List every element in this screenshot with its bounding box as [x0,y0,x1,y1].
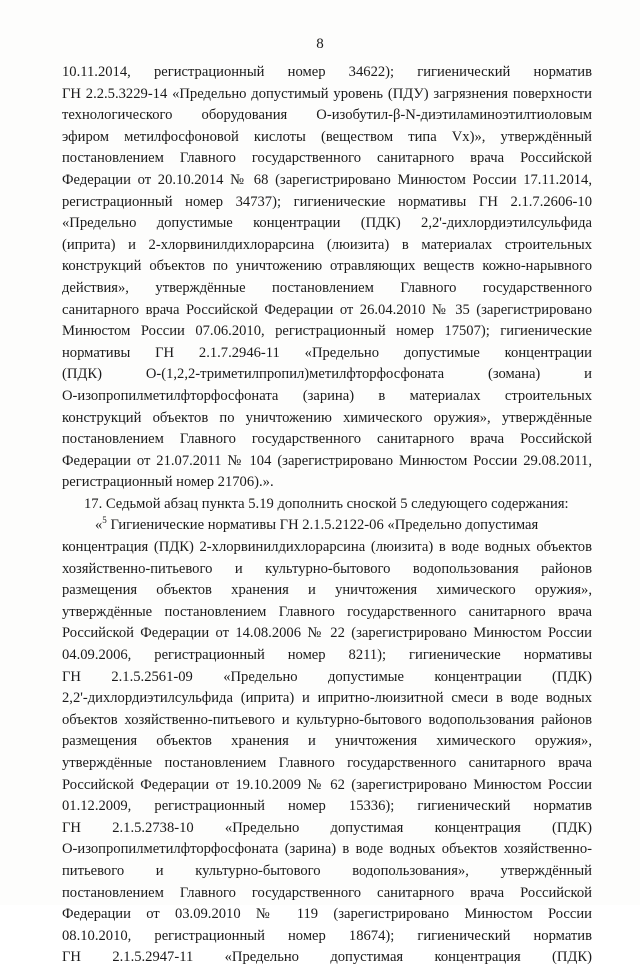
text-line: утверждённые постановлением Главного государственного санитарного врача [62,603,592,620]
text-line: санитарного врача Российской Федерации от 26.04.2010 № 35 (зарегистрировано [62,301,592,318]
footnote-marker: 5 [102,515,107,526]
text-line: О-изопропилметилфторфосфоната (зарина) в материалах строительных [62,387,592,404]
text-line: конструкций объектов по уничтожению отравляющих веществ кожно-нарывного [62,258,592,275]
text-line: О-изопропилметилфторфосфоната (зарина) в воде водных объектов хозяйственно- [62,841,592,858]
text-line: 10.11.2014, регистрационный номер 34622); гигиенический норматив [62,64,592,80]
text-line: 01.12.2009, регистрационный номер 15336); гигиенический норматив [62,798,592,815]
text-line: постановлением Главного государственного санитарного врача Российской [62,884,592,901]
text-line: ГН 2.1.5.2561-09 «Предельно допустимые концентрации (ПДК) [62,668,592,685]
text-line-content: Гигиенические нормативы ГН 2.1.5.2122-06 «Предельно допустимая [106,517,539,534]
text-line: Российской Федерации от 19.10.2009 № 62 (зарегистрировано Минюстом России [62,776,592,793]
text-line: постановлением Главного государственного санитарного врача Российской [62,431,592,448]
text-line: эфиром метилфосфоновой кислоты (веществом типа Vx)», утверждённый [62,128,592,145]
text-line: объектов хозяйственно-питьевого и культурно-бытового водопользования районов [62,711,592,728]
text-line: 17. Седьмой абзац пункта 5.19 дополнить сноской 5 следующего содержания: [84,495,569,512]
text-line: Федерации от 03.09.2010 № 119 (зарегистрировано Минюстом России [62,906,592,923]
text-line: размещения объектов хранения и уничтожения химического оружия», [62,582,592,599]
text-line: ГН 2.1.5.2738-10 «Предельно допустимая концентрация (ПДК) [62,819,592,836]
text-line: ГН 2.2.5.3229-14 «Предельно допустимый уровень (ПДУ) загрязнения поверхности [62,85,592,102]
text-line: 04.09.2006, регистрационный номер 8211); гигиенические нормативы [62,647,592,664]
opening-quote: « [95,517,103,534]
text-line: Федерации от 20.10.2014 № 68 (зарегистрировано Минюстом России 17.11.2014, [62,171,592,188]
text-line: действия», утверждённые постановлением Главного государственного [62,279,592,296]
text-line: (иприта) и 2-хлорвинилдихлорарсина (люизита) в материалах строительных [62,236,592,253]
text-line: хозяйственно-питьевого и культурно-бытового водопользования районов [62,560,592,577]
text-line: питьевого и культурно-бытового водопользования», утверждённый [62,862,592,879]
text-line: 2,2'-дихлордиэтилсульфида (иприта) и ипритно-люизитной смеси в воде водных [62,690,592,707]
text-line: 08.10.2010, регистрационный номер 18674); гигиенический норматив [62,927,592,944]
text-line [62,515,592,537]
text-line: конструкций объектов по уничтожению химического оружия», утверждённые [62,409,592,426]
document-body [62,62,592,969]
text-line: постановлением Главного государственного санитарного врача Российской [62,150,592,167]
text-line: «Предельно допустимые концентрации (ПДК) 2,2'-дихлордиэтилсульфида [62,215,592,232]
text-line: Российской Федерации от 14.08.2006 № 22 (зарегистрировано Минюстом России [62,625,592,642]
text-line: Федерации от 21.07.2011 № 104 (зарегистрировано Минюстом России 29.08.2011, [62,452,592,469]
text-line: нормативы ГН 2.1.7.2946-11 «Предельно допустимые концентрации [62,344,592,361]
text-line: Минюстом России 07.06.2010, регистрационный номер 17507); гигиенические [62,323,592,340]
text-line: утверждённые постановлением Главного государственного санитарного врача [62,755,592,771]
page-number: 8 [316,36,324,52]
text-line: размещения объектов хранения и уничтожения химического оружия», [62,733,592,750]
text-line: регистрационный номер 34737); гигиенические нормативы ГН 2.1.7.2606-10 [62,193,592,210]
text-line: технологического оборудования О-изобутил-β-N-диэтиламиноэтилтиоловым [62,107,592,124]
text-line: (ПДК) О-(1,2,2-триметилпропил)метилфторфосфоната (зомана) и [62,366,592,383]
text-line: регистрационный номер 21706).». [62,474,274,491]
text-line: ГН 2.1.5.2947-11 «Предельно допустимая концентрация (ПДК) [62,949,592,966]
text-line: концентрация (ПДК) 2-хлорвинилдихлорарсина (люизита) в воде водных объектов [62,539,592,556]
